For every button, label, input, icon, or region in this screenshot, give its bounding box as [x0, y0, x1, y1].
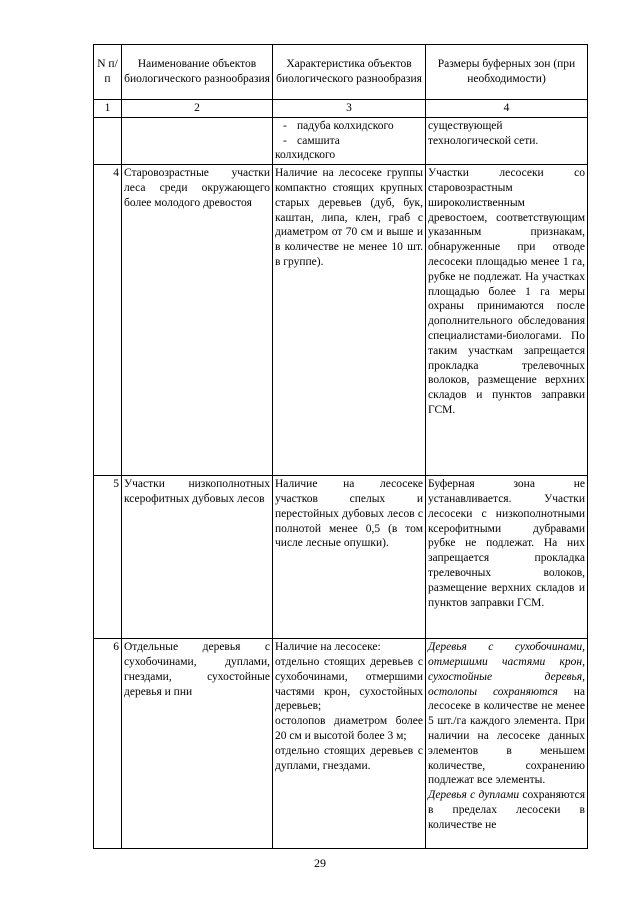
buffer-zone — [426, 639, 588, 849]
biodiversity-table — [93, 44, 588, 849]
characteristic-line: отдельно стоящих деревьев с сухобочинами, отмершими частями крон, сухостойных деревьев; — [275, 655, 423, 713]
object-characteristic: Наличие на лесосеке участков спелых и перестойных дубовых лесов с полнотой менее 0,5 (в том числе лесные опушки). — [273, 476, 426, 639]
buffer-zone: Буферная зона не устанавливается. Участки лесосеки с низкополнотными ксерофитными дубравами рубке не подлежат. На них запрещается прокладка трелевочных волоков, размещение верхних складов и пунктов заправки ГСМ. — [426, 476, 588, 639]
object-name: Участки низкополнотных ксерофитных дубовых лесов — [122, 476, 273, 639]
buffer-zone: Участки лесосеки со старовозрастным широколиственным древостоем, соответствующим указанным признакам, обнаруженные при отводе лесосеки площадью менее 1 га, рубке не подлежат. На участках площадью более 1 га меры охраны принимаются после дополнительного обследования специалистами-биологами. По таким участкам запрещается прокладка трелевочных волоков, размещение верхних складов и пунктов заправки ГСМ. — [426, 165, 588, 476]
col-number: 2 — [122, 100, 273, 118]
row-number: 5 — [94, 476, 122, 639]
table-row-continuation — [94, 117, 588, 164]
continuation-characteristic — [273, 117, 426, 164]
col-number: 4 — [426, 100, 588, 118]
header-buffer-zones: Размеры буферных зон (при необходимости) — [426, 45, 588, 100]
table-row — [94, 165, 588, 476]
buffer-emphasis: Деревья с дуплами — [428, 789, 520, 802]
list-item-tail: колхидского — [275, 149, 336, 162]
col-number: 3 — [273, 100, 426, 118]
header-characteristic: Характеристика объектов биологического разнообразия — [273, 45, 426, 100]
buffer-text: сохраняются в пределах лесосеки в количестве не — [428, 789, 585, 831]
col-number: 1 — [94, 100, 122, 118]
object-characteristic — [273, 639, 426, 849]
row-number: 6 — [94, 639, 122, 849]
object-name: Отдельные деревья с сухобочинами, дуплами, гнездами, сухостойные деревья и пни — [122, 639, 273, 849]
buffer-text: на лесосеке в количестве не менее 5 шт./га каждого элемента. При наличии на лесосеке данных элементов в меньшем количестве, сохранению подлежат все элементы. — [428, 685, 585, 787]
characteristic-line: остолопов диаметром более 20 см и высотой более 3 м; — [275, 715, 423, 742]
object-name: Старовозрастные участки леса среди окружающего более молодого древостоя — [122, 165, 273, 476]
characteristic-line: Наличие на лесосеке: — [275, 641, 381, 654]
header-number: N п/п — [94, 45, 122, 100]
continuation-buffer: существующей технологической сети. — [426, 117, 588, 164]
buffer-paragraph — [428, 788, 585, 832]
buffer-paragraph — [428, 640, 585, 788]
table-row — [94, 639, 588, 849]
header-object-name: Наименование объектов биологического разнообразия — [122, 45, 273, 100]
list-item: - самшита — [297, 134, 423, 149]
buffer-emphasis: Деревья с сухобочинами, отмершими частями крон, сухостойные деревья, остолопы сохраняются — [428, 641, 585, 698]
table-header-row — [94, 45, 588, 100]
table-row — [94, 476, 588, 639]
page-number: 29 — [314, 856, 326, 870]
column-number-row — [94, 100, 588, 118]
object-characteristic: Наличие на лесосеке группы компактно стоящих крупных старых деревьев (дуб, бук, каштан, липа, клен, граб с диаметром от 70 см и выше и в количестве не менее 10 шт. в группе). — [273, 165, 426, 476]
row-number: 4 — [94, 165, 122, 476]
list-item: - падуба колхидского — [297, 119, 423, 134]
characteristic-line: отдельно стоящих деревьев с дуплами, гнездами. — [275, 744, 423, 772]
